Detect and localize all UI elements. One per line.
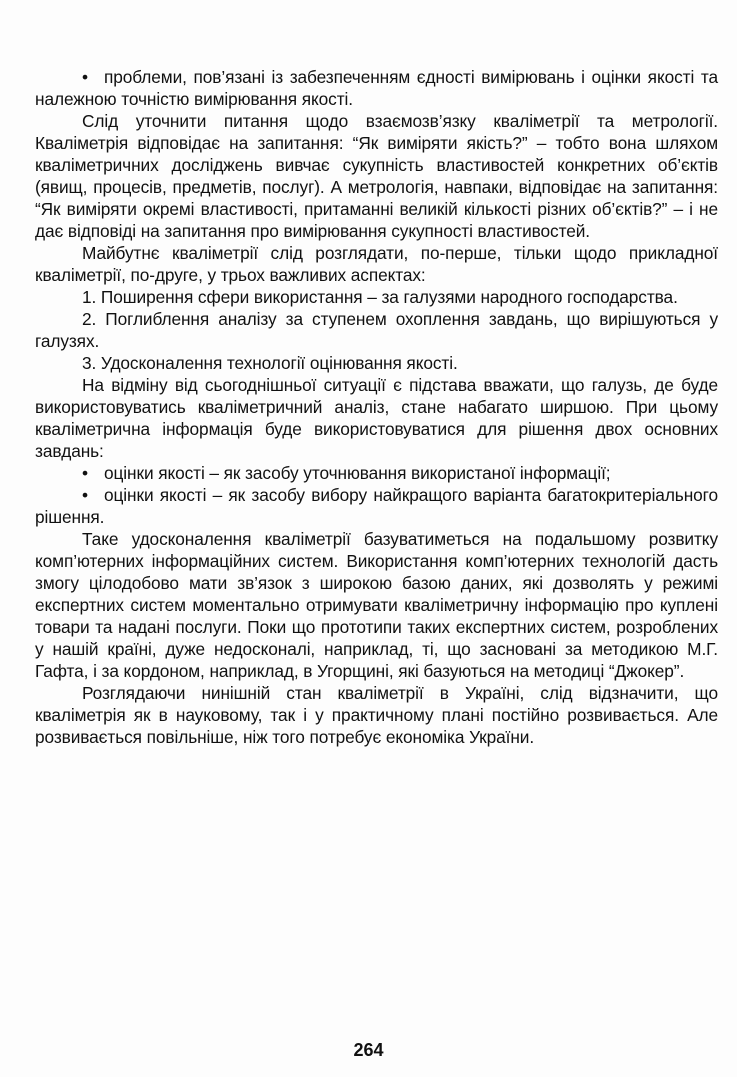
paragraph-ukraine: Розглядаючи нинішній стан кваліметрії в Україні, слід відзначити, що кваліметрія як в науковому, так і у практичному плані постійно розвивається. Але розвивається повільніше, ніж того потребує економіка України. <box>35 683 718 747</box>
bullet-item-2 <box>35 462 718 484</box>
list-item-1: 1. Поширення сфери використання – за галузями народного господарства. <box>82 287 678 307</box>
list-item-2: 2. Поглиблення аналізу за ступенем охоплення завдань, що вирішуються у галузях. <box>35 309 718 351</box>
paragraph-qualimetry-metrology: Слід уточнити питання щодо взаємозв’язку кваліметрії та метрології. Кваліметрія відповідає на запитання: “Як виміряти якість?” – тобто вона шляхом кваліметричних досліджень вивчає сукупність властивостей конкретних об’єктів (явищ, процесів, предметів, послуг). А метрологія, навпаки, відповідає на запитання: “Як виміряти окремі властивості, притаманні великій кількості різних об’єктів?” – і не дає відповіді на запитання про вимірювання сукупності властивостей. <box>35 111 718 241</box>
bullet-item-1 <box>35 66 718 110</box>
bullet-text: проблеми, пов’язані із забезпеченням єдності вимірювань і оцінки якості та належною точністю вимірювання якості. <box>35 67 718 109</box>
paragraph-future: Майбутнє кваліметрії слід розглядати, по-перше, тільки щодо прикладної кваліметрії, по-друге, у трьох важливих аспектах: <box>35 243 718 285</box>
body-text <box>35 66 718 748</box>
bullet-marker: • <box>82 463 88 483</box>
bullet-text: оцінки якості – як засобу уточнювання використаної інформації; <box>104 463 611 483</box>
bullet-item-3 <box>35 484 718 528</box>
bullet-marker: • <box>82 67 88 87</box>
paragraph-situation: На відміну від сьогоднішньої ситуації є підстава вважати, що галузь, де буде використовуватись кваліметричний аналіз, стане набагато ширшою. При цьому кваліметрична інформація буде використовуватися для рішення двох основних завдань: <box>35 375 718 461</box>
list-item-3: 3. Удосконалення технології оцінювання якості. <box>82 353 458 373</box>
page-number: 264 <box>353 1040 384 1060</box>
bullet-marker: • <box>82 485 88 505</box>
bullet-text: оцінки якості – як засобу вибору найкращого варіанта багатокритеріального рішення. <box>35 485 718 527</box>
paragraph-improvement: Таке удосконалення кваліметрії базуватиметься на подальшому розвитку комп’ютерних інформаційних систем. Використання комп’ютерних технологій дасть змогу цілодобово мати зв’язок з широкою базою даних, які дозволять у режимі експертних систем моментально отримувати кваліметричну інформацію про куплені товари та надані послуги. Поки що прототипи таких експертних систем, розроблених у нашій країні, дуже недосконалі, наприклад, ті, що засновані за методикою М.Г. Гафта, і за кордоном, наприклад, в Угорщині, які базуються на методиці “Джокер”. <box>35 529 718 681</box>
